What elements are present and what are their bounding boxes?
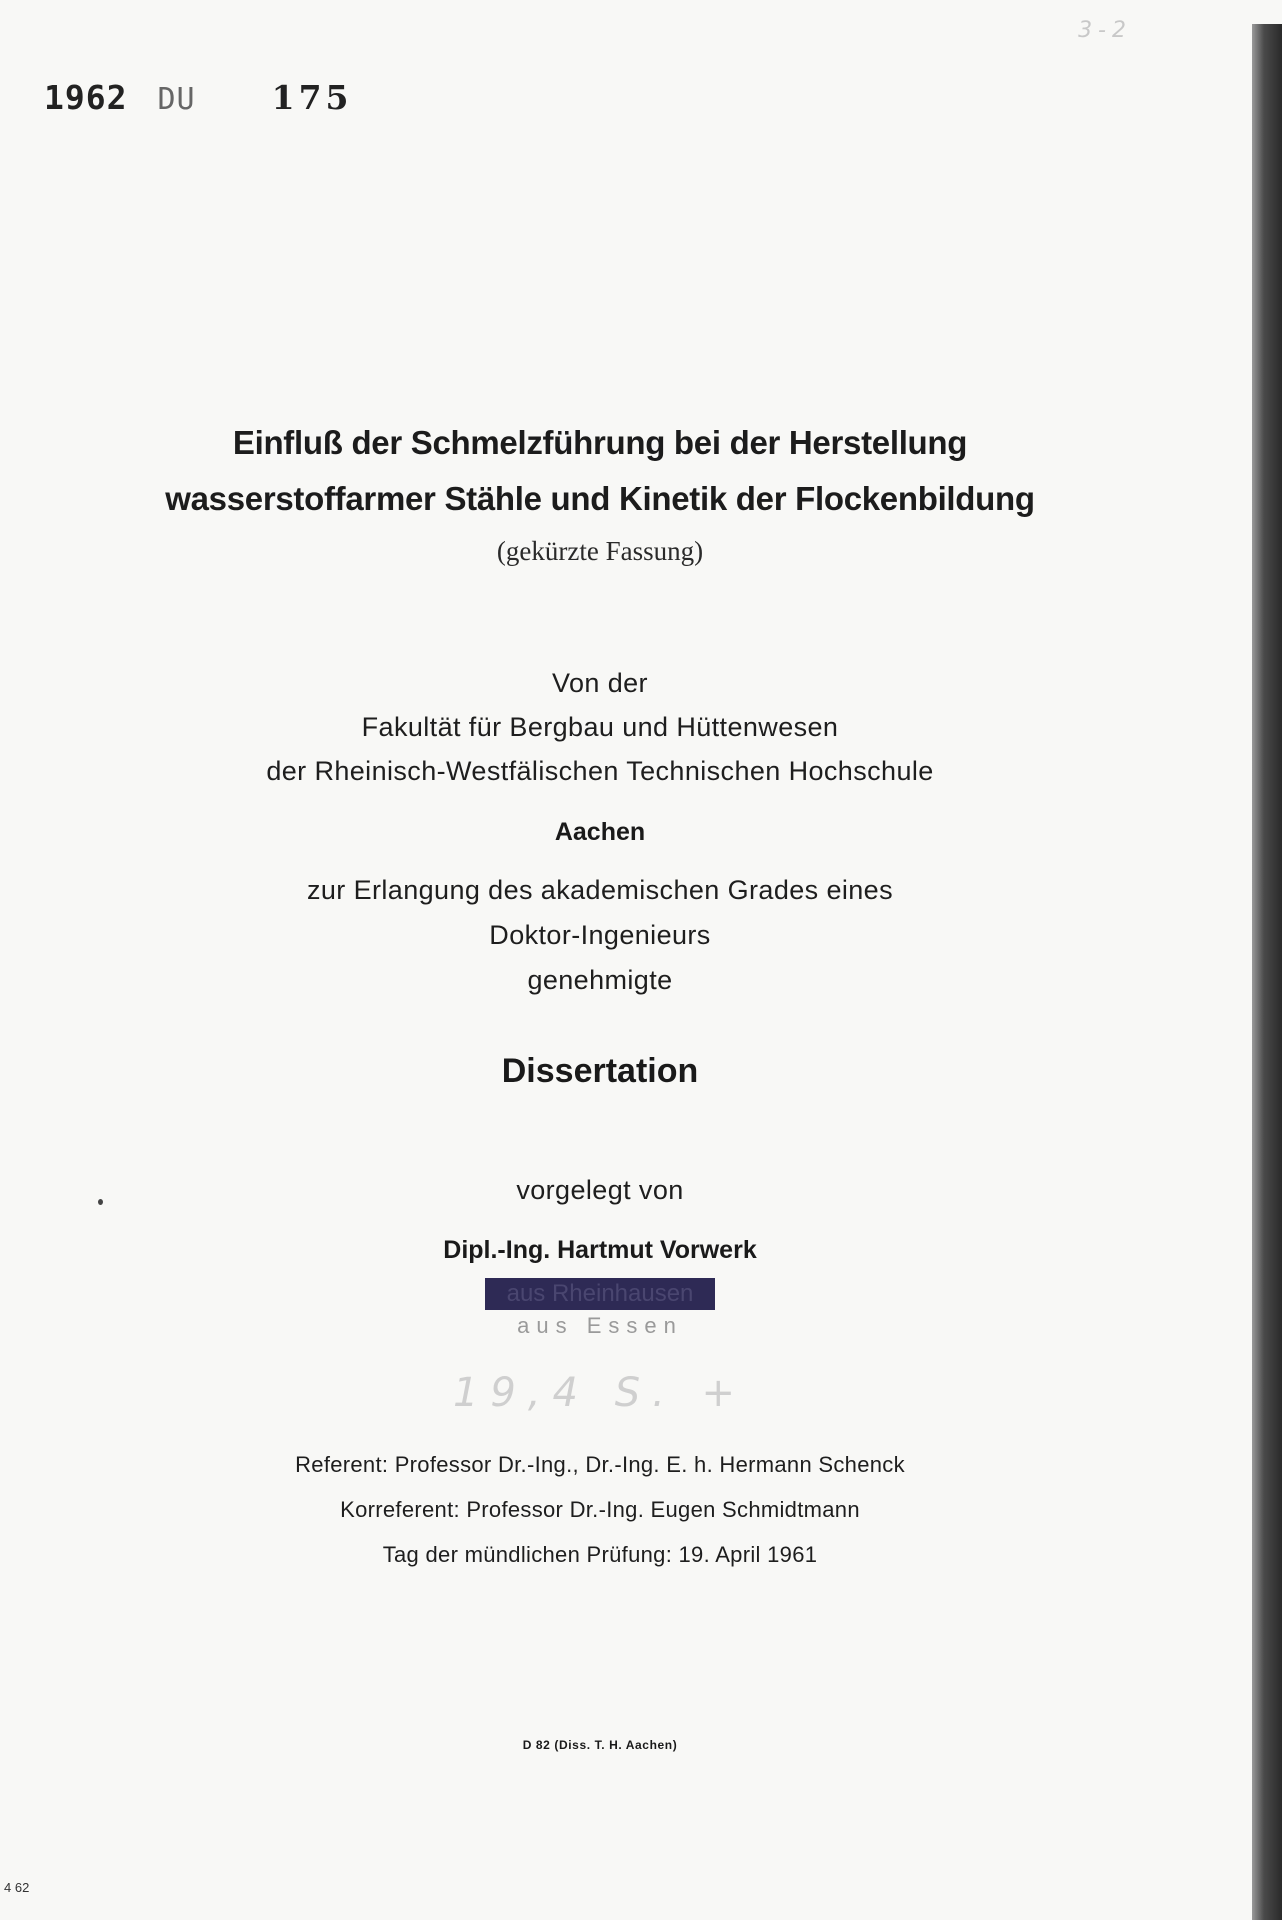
pencil-note-corner: 3-2 [1078, 18, 1132, 43]
author-name: Dipl.-Ing. Hartmut Vorwerk [443, 1236, 757, 1264]
faculty-line-3: der Rheinisch-Westfälischen Technischen Hochschule [266, 756, 934, 786]
title-line-1: Einfluß der Schmelzführung bei der Herstellung [232, 424, 968, 461]
call-number-year: 1962 [44, 78, 128, 117]
ink-speck [98, 1199, 103, 1205]
call-number-location: DU [157, 82, 196, 117]
purpose-line-1: zur Erlangung des akademischen Grades eines [306, 875, 894, 905]
purpose-line-2: Doktor-Ingenieurs [489, 920, 711, 950]
subtitle-stamp: (gekürzte Fassung) [496, 536, 704, 566]
purpose-line-3: genehmigte [527, 965, 673, 995]
korreferent-line: Korreferent: Professor Dr.-Ing. Eugen Schmidtmann [340, 1497, 860, 1522]
title-line-2: wasserstoffarmer Stähle und Kinetik der Flockenbildung [165, 480, 1035, 517]
submitted-by-label: vorgelegt von [516, 1175, 684, 1205]
library-call-number [44, 78, 353, 117]
pencil-note-pages: 19,4 S. + [452, 1370, 748, 1416]
corner-mark: 4 62 [4, 1880, 30, 1895]
call-number-number: 175 [271, 78, 353, 117]
origin-struck-out: aus Rheinhausen [485, 1278, 715, 1310]
footer-code: D 82 (Diss. T. H. Aachen) [522, 1738, 678, 1752]
faculty-line-2: Fakultät für Bergbau und Hüttenwesen [361, 712, 839, 742]
faculty-line-1: Von der [552, 668, 648, 698]
university-city: Aachen [554, 818, 646, 846]
scan-edge-gap [1252, 0, 1282, 24]
document-type-heading: Dissertation [501, 1052, 699, 1090]
exam-date-line: Tag der mündlichen Prüfung: 19. April 1961 [382, 1542, 818, 1567]
origin-corrected-stamp: aus Essen [517, 1313, 683, 1338]
scan-edge-shadow [1252, 20, 1282, 1920]
referent-line: Referent: Professor Dr.-Ing., Dr.-Ing. E. h. Hermann Schenck [295, 1452, 905, 1477]
